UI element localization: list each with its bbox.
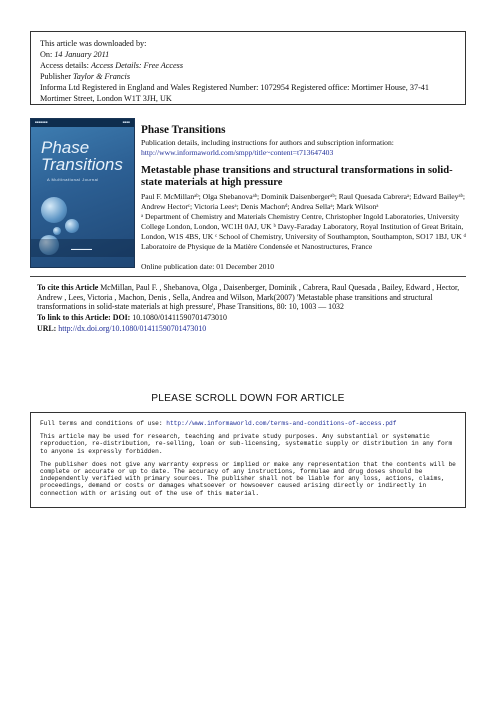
doi-label: To link to this Article: DOI:: [37, 313, 133, 323]
article-info: [141, 124, 471, 272]
article-title: Metastable phase transitions and structural transformations in solid-state materials at high pressure: [141, 165, 453, 189]
author-list: Paul F. McMillanᵃᵇ; Olga Shebanovaᵃᵇ; Dominik Daisenbergerᵃᵇ; Raul Quesada Cabreraᵃ; Edward Baileyᵃᵇ; Andrew Hectorᶜ; Victoria Leesᵃ; Denis Machonᵈ; Andrea Sellaᵃ; Mark Wilsonᵃ: [141, 191, 465, 211]
cite-label: To cite this Article: [37, 283, 99, 292]
url-line: [37, 324, 462, 334]
cover-sphere-large: [41, 197, 67, 223]
download-date: 14 January 2011: [54, 49, 110, 59]
scroll-notice: PLEASE SCROLL DOWN FOR ARTICLE: [151, 393, 345, 404]
citation-block: [37, 283, 462, 334]
full-terms-line: [40, 420, 456, 427]
article-url-link[interactable]: http://dx.doi.org/10.1080/01411590701473010: [58, 323, 207, 333]
section-divider: [30, 276, 466, 277]
doi-value: 10.1080/01411590701473010: [132, 313, 227, 323]
journal-url-link[interactable]: http://www.informaworld.com/smpp/title~content=t713647403: [141, 148, 334, 157]
publication-details: [141, 138, 471, 158]
publication-details-text: Publication details, including instructions for authors and subscription information:: [141, 138, 394, 147]
cover-title-line2: Transitions: [41, 155, 123, 174]
url-label: URL:: [37, 323, 59, 333]
cite-this-article: [37, 283, 462, 312]
download-notice-box: [30, 31, 466, 105]
publisher-name: Taylor & Francis: [72, 71, 130, 81]
terms-url-link[interactable]: http://www.informaworld.com/terms-and-conditions-of-access.pdf: [166, 420, 397, 427]
cover-volume-info: ■■■■■■■: [35, 120, 48, 124]
access-value: Access Details: Free Access: [90, 60, 184, 70]
affiliations: ᵃ Department of Chemistry and Materials Chemistry Centre, Christopher Ingold Laboratories, University College London, London, WC1H 0AJ, UK ᵇ Davy-Faraday Laboratory, Royal Institution of Great Britain, London, W1S 4BS, UK ᶜ School of Chemistry, University of Southampton, Southampton, SO17 1BJ, UK ᵈ Laboratoire de Physique de la Matière Condensée et Nanostructures, France: [141, 211, 466, 251]
journal-title: Phase Transitions: [141, 124, 226, 136]
access-label: Access details:: [40, 60, 91, 70]
on-label: On:: [40, 49, 55, 59]
publisher-line: [40, 72, 456, 83]
downloaded-by-line: This article was downloaded by:: [40, 39, 147, 48]
publisher-label: Publisher: [40, 71, 73, 81]
terms-box: [30, 412, 466, 508]
cover-sphere-medium: [65, 219, 79, 233]
registration-line: Informa Ltd Registered in England and Wales Registered Number: 1072954 Registered office: Mortimer House, 37-41 Mortimer Street, London W1T 3JH, UK: [40, 82, 429, 103]
disclaimer-paragraph: The publisher does not give any warranty express or implied or make any representation that the contents will be complete or accurate or up to date. The accuracy of any instructions, formulae and drug doses should be independently verified with primary sources. The publisher shall not be liable for any loss, actions, claims, proceedings, demand or costs or damages whatsoever or howsoever caused arising directly or indirectly in connection with or arising out of the use of this material.: [40, 460, 456, 497]
cover-title-line1: Phase: [41, 138, 90, 157]
cover-sphere-small: [53, 227, 61, 235]
download-date-line: [40, 50, 456, 61]
cover-band-text: ▬▬▬▬▬▬: [71, 247, 92, 251]
access-details-line: [40, 61, 456, 72]
cover-issn: ■■■■: [122, 120, 130, 124]
doi-line: [37, 313, 462, 323]
online-publication-date: Online publication date: 01 December 2010: [141, 261, 275, 271]
usage-terms-paragraph: This article may be used for research, teaching and private study purposes. Any substantial or systematic reproduction, re-distribution, re-selling, loan or sub-licensing, systematic supply or distribution in any form to anyone is expressly forbidden.: [40, 433, 453, 455]
cite-text: McMillan, Paul F. , Shebanova, Olga , Daisenberger, Dominik , Cabrera, Raul Quesada , Bailey, Edward , Hector, Andrew , Lees, Victoria , Machon, Denis , Sella, Andrea and Wilson, Mark(2007) 'Metastable phase transitions and structural transformations in solid-state materials at high pressure', Phase Transitions, 80: 10, 1003 — 1032: [37, 283, 460, 312]
full-terms-label: Full terms and conditions of use:: [40, 420, 167, 427]
journal-cover-image: [30, 118, 135, 268]
cover-subtitle: A Multinational Journal: [47, 177, 99, 182]
